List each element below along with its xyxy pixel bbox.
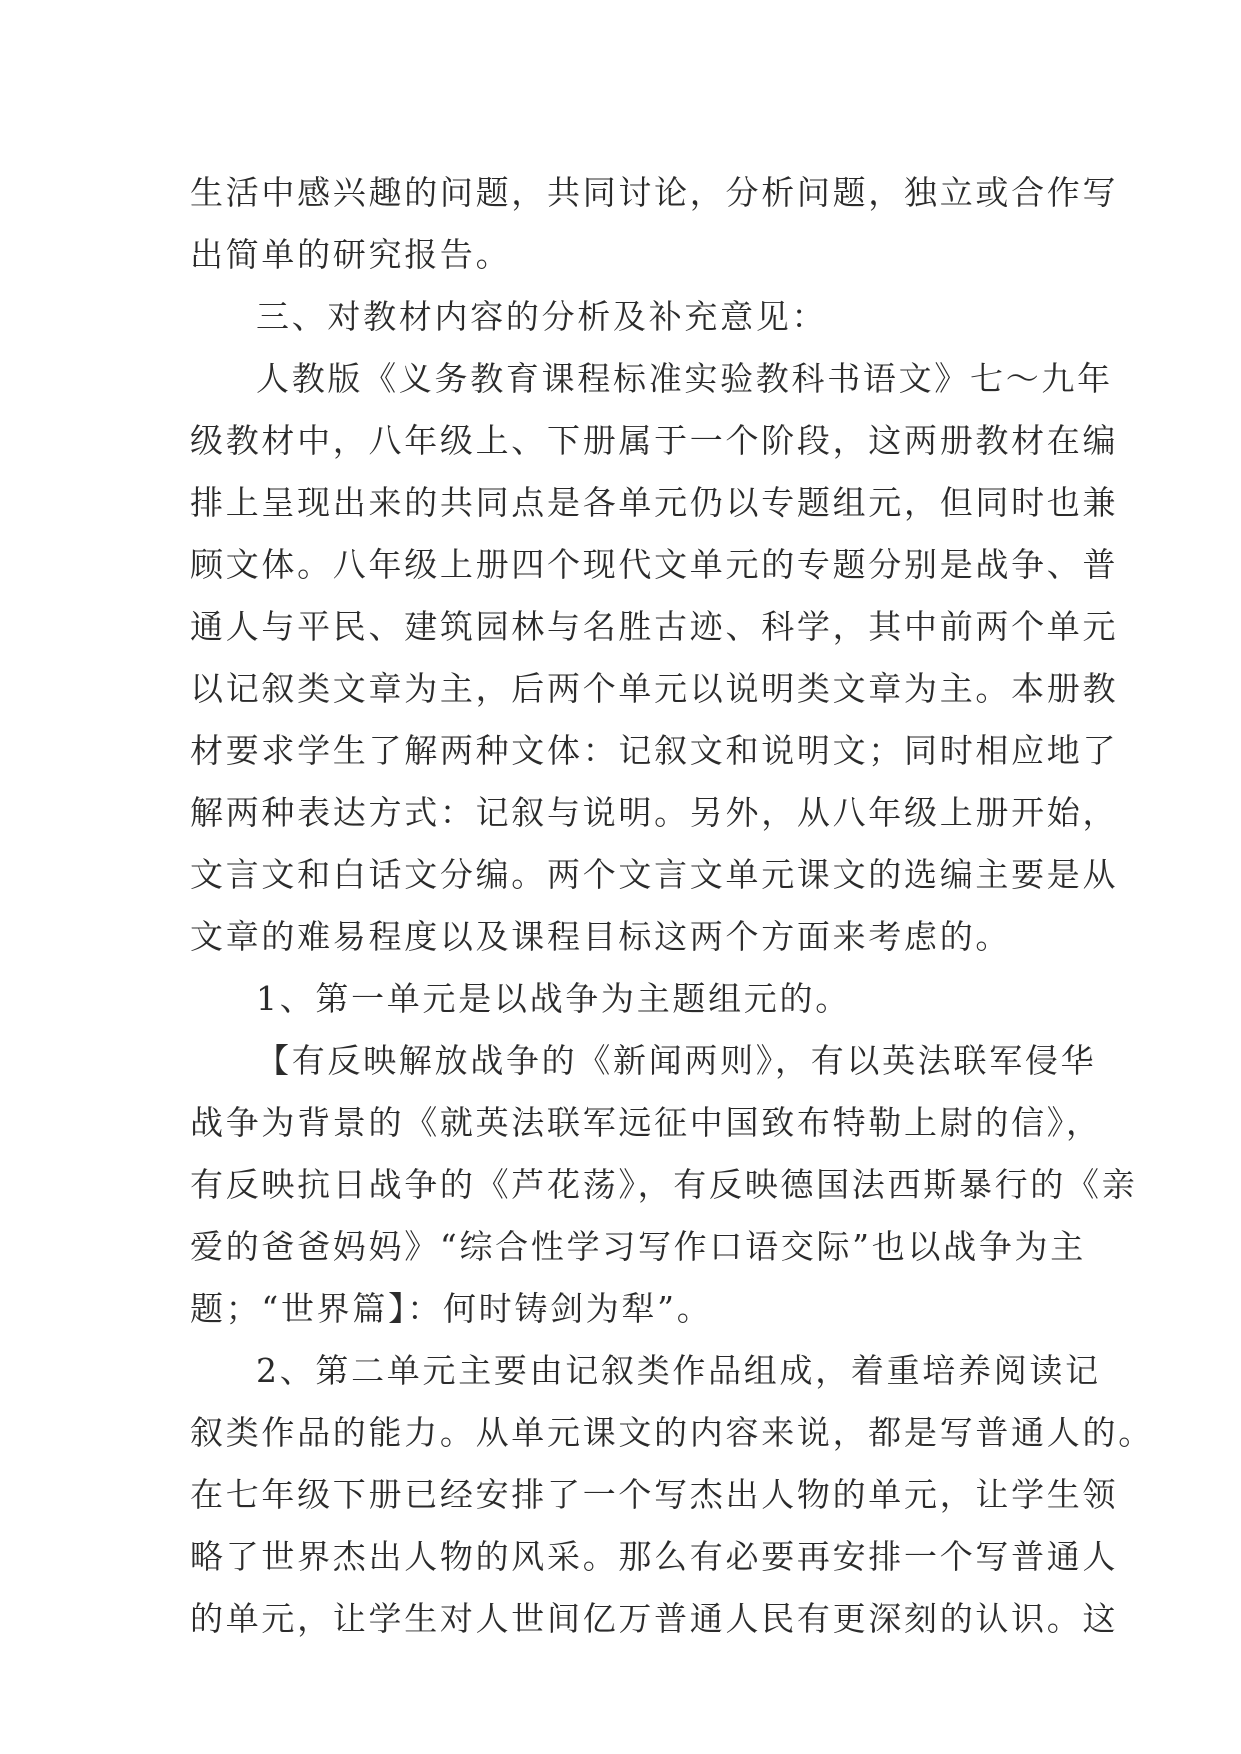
text-line: 排上呈现出来的共同点是各单元仍以专题组元，但同时也兼 [190,483,1119,522]
text-line: 通人与平民、建筑园林与名胜古迹、科学，其中前两个单元 [190,607,1119,646]
text-line: 叙类作品的能力。从单元课文的内容来说，都是写普通人的。 [190,1413,1154,1452]
text-line: 有反映抗日战争的《芦花荡》，有反映德国法西斯暴行的《亲 [190,1165,1138,1204]
text-line: 题；“世界篇】：何时铸剑为犁”。 [190,1289,713,1328]
section-heading: 三、对教材内容的分析及补充意见： [256,297,828,336]
text-line: 2、第二单元主要由记叙类作品组成，着重培养阅读记 [256,1351,1101,1390]
list-item-heading: 1、第一单元是以战争为主题组元的。 [256,979,851,1018]
text-line: 生活中感兴趣的问题，共同讨论，分析问题，独立或合作写 [190,173,1119,212]
text-line: 的单元，让学生对人世间亿万普通人民有更深刻的认识。这 [190,1599,1119,1638]
body-text [190,162,1154,1650]
text-line: 顾文体。八年级上册四个现代文单元的专题分别是战争、普 [190,545,1119,584]
text-line: 文章的难易程度以及课程目标这两个方面来考虑的。 [190,917,1012,956]
text-line: 级教材中，八年级上、下册属于一个阶段，这两册教材在编 [190,421,1119,460]
text-line: 爱的爸爸妈妈》“综合性学习写作口语交际”也以战争为主 [190,1227,1086,1266]
text-line: 人教版《义务教育课程标准实验教科书语文》七～九年 [256,359,1113,398]
text-line: 战争为背景的《就英法联军远征中国致布特勒上尉的信》， [190,1103,1102,1142]
text-line: 略了世界杰出人物的风采。那么有必要再安排一个写普通人 [190,1537,1119,1576]
text-line: 出简单的研究报告。 [190,235,512,274]
text-line: 文言文和白话文分编。两个文言文单元课文的选编主要是从 [190,855,1119,894]
text-line: 材要求学生了解两种文体：记叙文和说明文；同时相应地了 [190,731,1119,770]
text-line: 【有反映解放战争的《新闻两则》，有以英法联军侵华 [256,1041,1097,1080]
text-line: 以记叙类文章为主，后两个单元以说明类文章为主。本册教 [190,669,1119,708]
text-line: 解两种表达方式：记叙与说明。另外，从八年级上册开始， [190,793,1119,832]
text-line: 在七年级下册已经安排了一个写杰出人物的单元，让学生领 [190,1475,1119,1514]
